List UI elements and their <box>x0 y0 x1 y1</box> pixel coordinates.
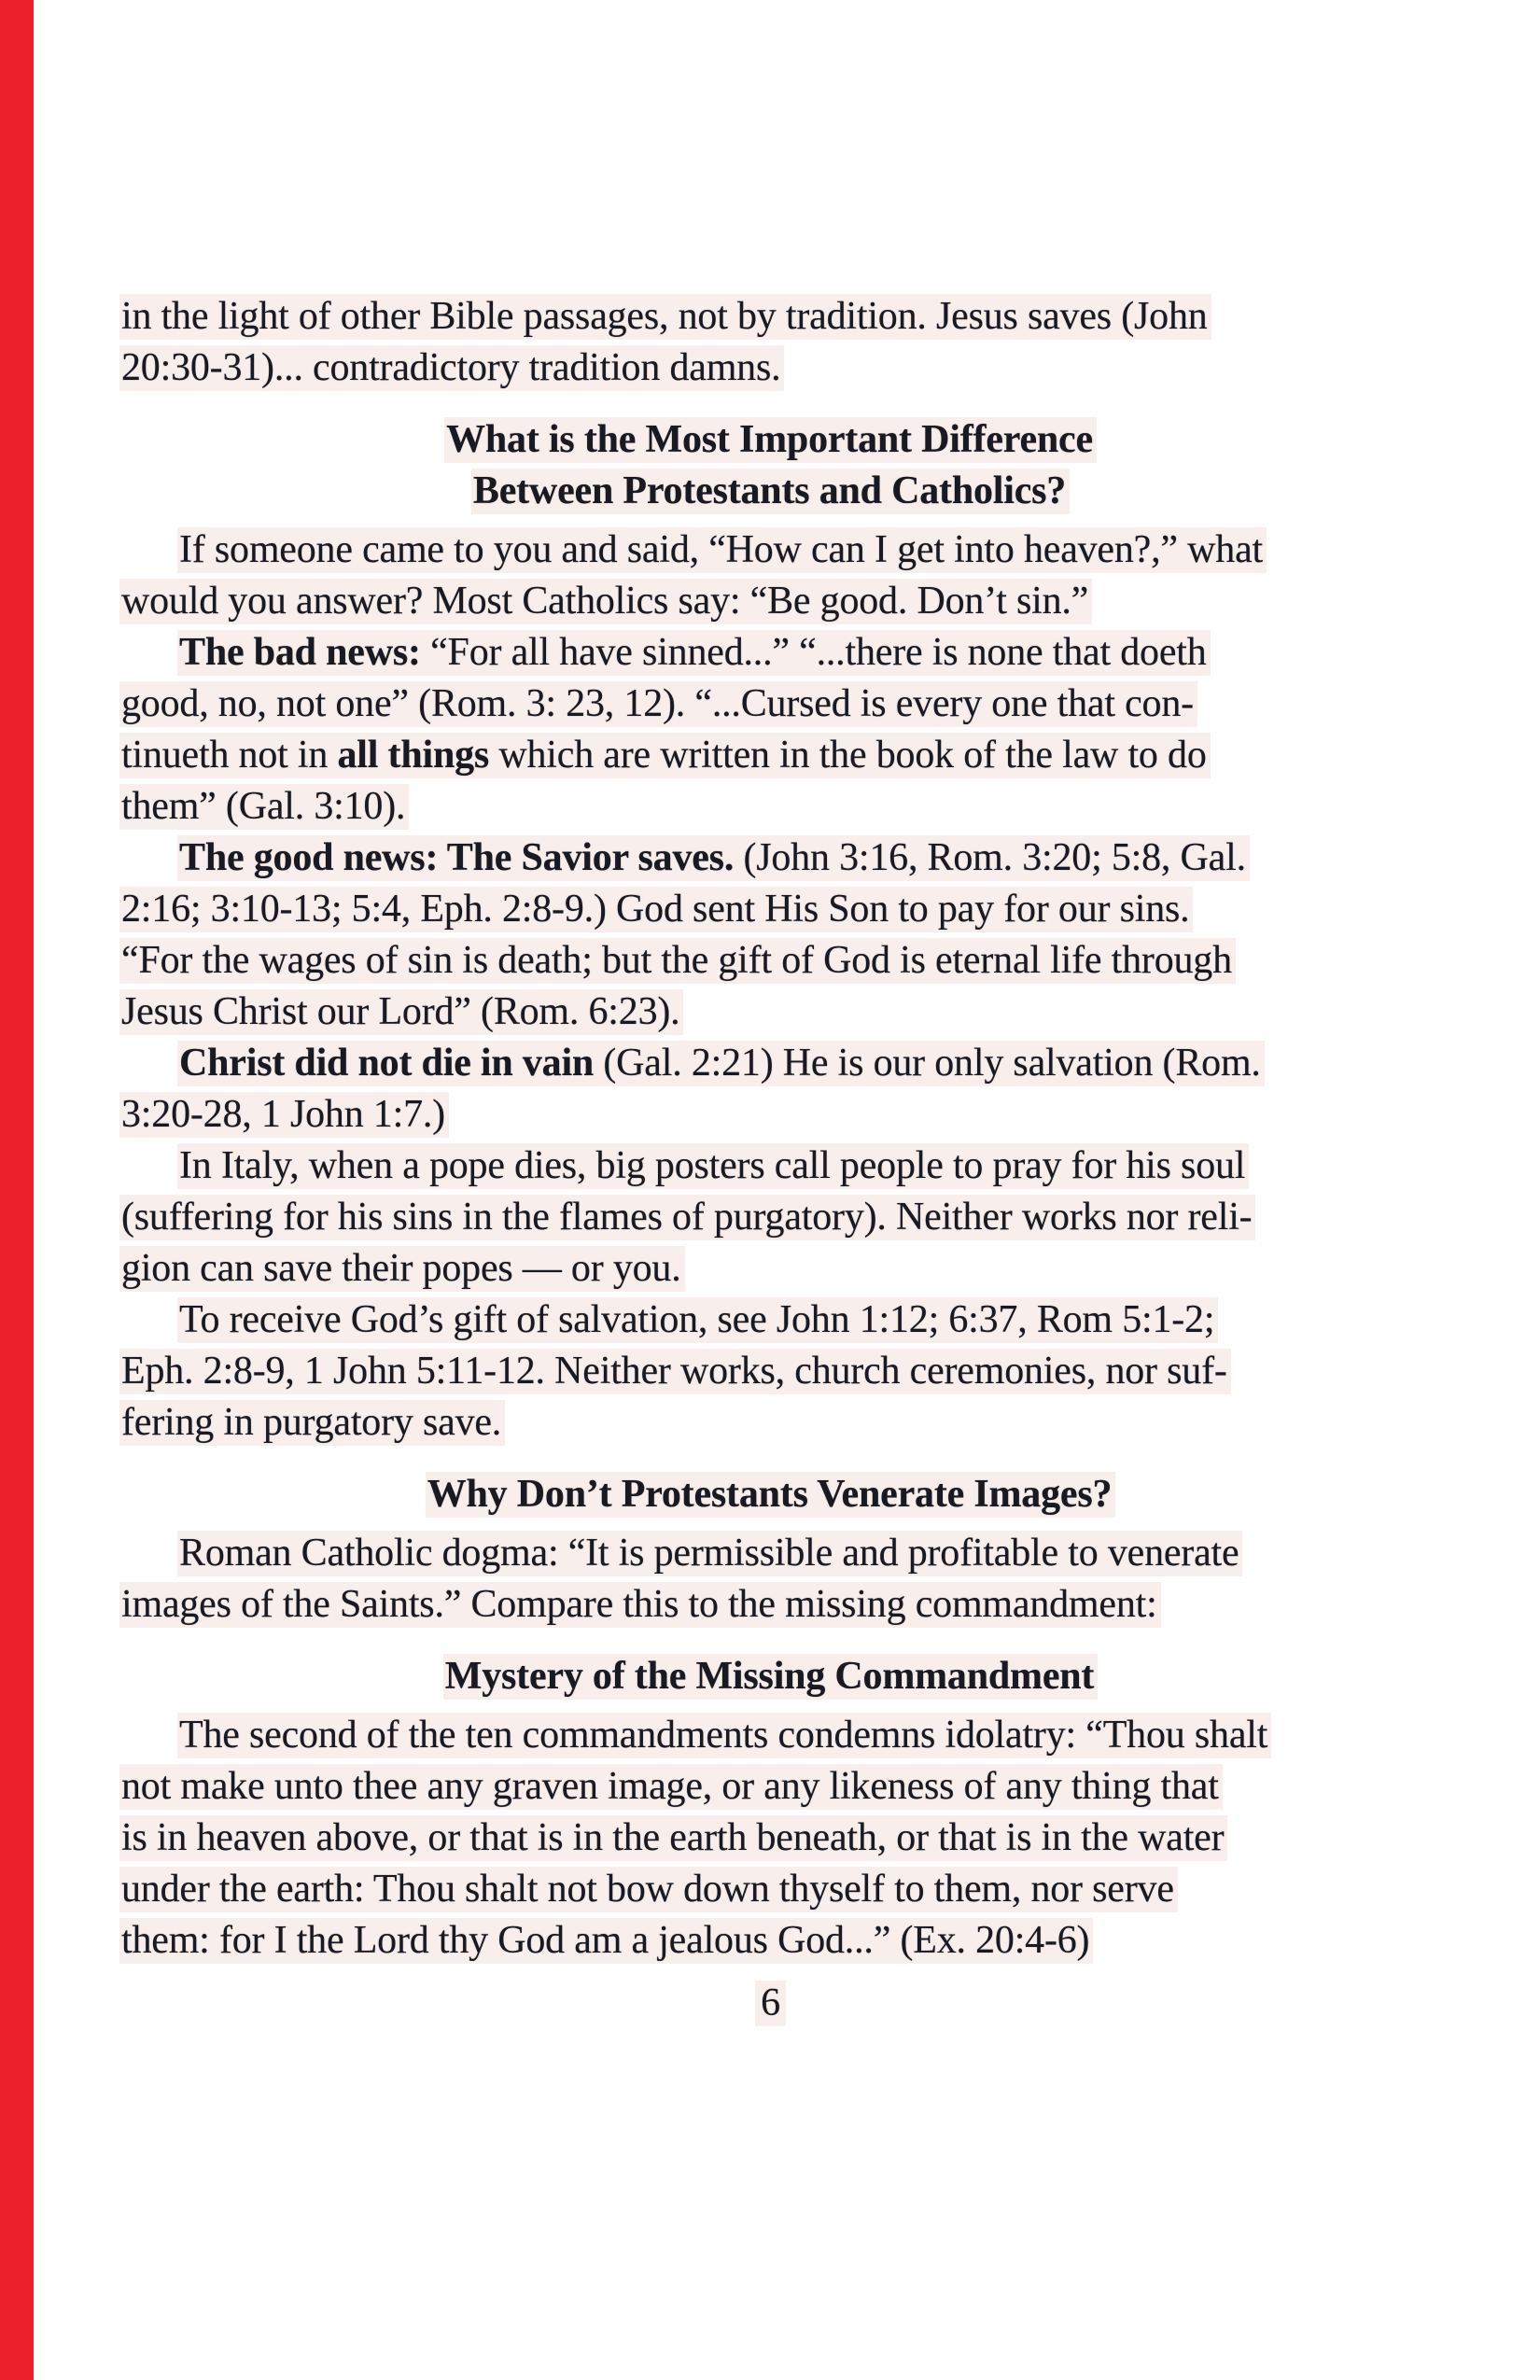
text-line: Eph. 2:8-9, 1 John 5:11-12. Neither works, church ceremonies, nor suf- <box>119 1346 1421 1397</box>
text-line: Roman Catholic dogma: “It is permissible and profitable to venerate <box>119 1528 1421 1579</box>
text-line: images of the Saints.” Compare this to the missing commandment: <box>119 1579 1421 1631</box>
page-text-column <box>119 291 1421 2029</box>
text-line: 3:20-28, 1 John 1:7.) <box>119 1089 1421 1141</box>
section-heading <box>119 1651 1421 1702</box>
page-number <box>119 1978 1421 2029</box>
text-line: under the earth: Thou shalt not bow down thyself to them, nor serve <box>119 1864 1421 1915</box>
text-line: gion can save their popes — or you. <box>119 1243 1421 1295</box>
text-line: To receive God’s gift of salvation, see John 1:12; 6:37, Rom 5:1-2; <box>119 1295 1421 1346</box>
section-heading <box>119 1469 1421 1520</box>
paragraph <box>119 525 1421 627</box>
text-line: in the light of other Bible passages, not by tradition. Jesus saves (John <box>119 291 1421 343</box>
paragraph <box>119 1295 1421 1449</box>
paragraph <box>119 1141 1421 1295</box>
text-line: In Italy, when a pope dies, big posters call people to pray for his soul <box>119 1141 1421 1192</box>
text-line: them: for I the Lord thy God am a jealous God...” (Ex. 20:4-6) <box>119 1915 1421 1967</box>
text-line: Between Protestants and Catholics? <box>119 466 1421 517</box>
text-line: would you answer? Most Catholics say: “Be good. Don’t sin.” <box>119 576 1421 627</box>
paragraph <box>119 627 1421 833</box>
text-line: Jesus Christ our Lord” (Rom. 6:23). <box>119 987 1421 1038</box>
scan-edge-red-stripe <box>0 0 34 2380</box>
text-line: Why Don’t Protestants Venerate Images? <box>119 1469 1421 1520</box>
text-line: fering in purgatory save. <box>119 1397 1421 1449</box>
text-line: tinueth not in all things which are written in the book of the law to do <box>119 730 1421 781</box>
page-number-value: 6 <box>755 1981 786 2026</box>
text-line: 2:16; 3:10-13; 5:4, Eph. 2:8-9.) God sent His Son to pay for our sins. <box>119 884 1421 935</box>
text-line: If someone came to you and said, “How can I get into heaven?,” what <box>119 525 1421 576</box>
text-line: Mystery of the Missing Commandment <box>119 1651 1421 1702</box>
text-line: The bad news: “For all have sinned...” “...there is none that doeth <box>119 627 1421 679</box>
text-line: (suffering for his sins in the flames of purgatory). Neither works nor reli- <box>119 1192 1421 1243</box>
text-line: is in heaven above, or that is in the earth beneath, or that is in the water <box>119 1813 1421 1864</box>
paragraph <box>119 1710 1421 1967</box>
text-line: not make unto thee any graven image, or any likeness of any thing that <box>119 1761 1421 1813</box>
paragraph <box>119 1038 1421 1141</box>
text-line: them” (Gal. 3:10). <box>119 781 1421 833</box>
text-line: 20:30-31)... contradictory tradition damns. <box>119 343 1421 394</box>
text-line: “For the wages of sin is death; but the gift of God is eternal life through <box>119 935 1421 987</box>
paragraph <box>119 833 1421 1038</box>
text-line: The second of the ten commandments condemns idolatry: “Thou shalt <box>119 1710 1421 1761</box>
text-line: good, no, not one” (Rom. 3: 23, 12). “...Cursed is every one that con- <box>119 679 1421 730</box>
text-line: What is the Most Important Difference <box>119 414 1421 466</box>
text-line: The good news: The Savior saves. (John 3:16, Rom. 3:20; 5:8, Gal. <box>119 833 1421 884</box>
section-heading <box>119 414 1421 517</box>
text-line: Christ did not die in vain (Gal. 2:21) He is our only salvation (Rom. <box>119 1038 1421 1089</box>
page-blocks <box>119 291 1421 1967</box>
paragraph <box>119 1528 1421 1631</box>
paragraph <box>119 291 1421 394</box>
